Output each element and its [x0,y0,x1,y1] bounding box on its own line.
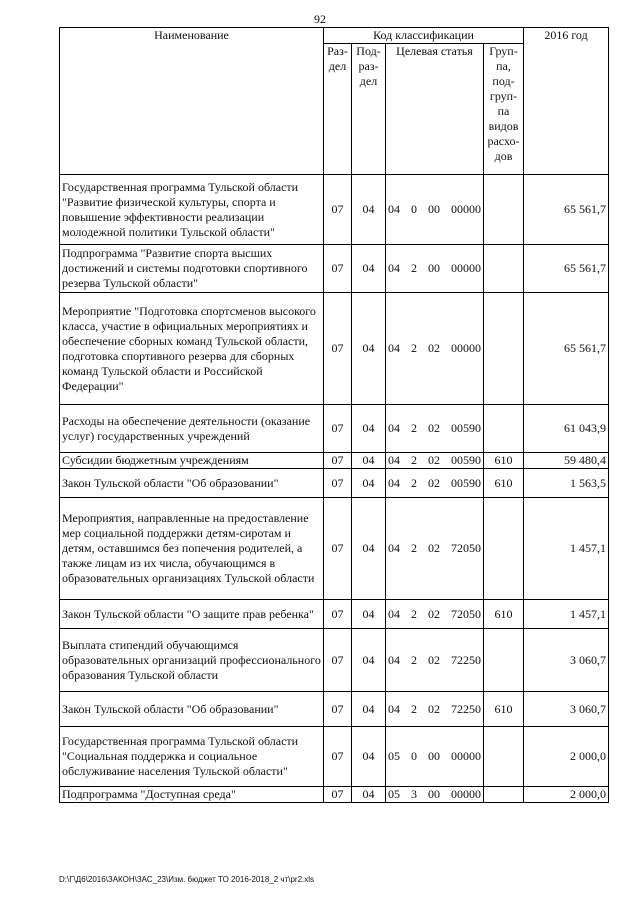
target-event: 00 [428,202,440,216]
header-subsection: Под- раз- дел [352,44,386,175]
row-amount: 1 563,5 [524,469,609,498]
row-name: Государственная программа Тульской области "Социальная поддержка и социальное обслуживание населения Тульской области" [60,727,324,787]
target-event: 02 [428,606,440,621]
row-name: Подпрограмма "Развитие спорта высших достижений и системы подготовки спортивного резерва Тульской области" [60,245,324,293]
target-subprogram: 2 [411,701,417,716]
row-name: Субсидии бюджетным учреждениям [60,453,324,469]
row-expense-group [484,405,524,453]
row-section: 07 [324,629,352,692]
page-number: 92 [314,12,326,26]
row-name: Мероприятия, направленные на предоставление мер социальной поддержки детям-сиротам и детям, оставшимся без попечения родителей, а также лицам из их числа, обучающимся в образовательных организациях Тульской области [60,498,324,600]
target-direction: 00000 [451,749,481,763]
row-expense-group [484,498,524,600]
target-program: 04 [388,341,400,355]
target-program: 04 [388,541,400,555]
row-amount: 2 000,0 [524,787,609,803]
row-subsection: 04 [352,469,386,498]
row-expense-group [484,245,524,293]
target-event: 02 [428,701,440,716]
target-direction: 00000 [451,202,481,216]
row-section: 07 [324,787,352,803]
row-name: Мероприятие "Подготовка спортсменов высокого класса, участие в официальных мероприятиях и обеспечение сборных команд Тульской области, подготовка спортивного резерва для сборных команд Тульской области и Российской Федерации" [60,293,324,405]
target-subprogram: 2 [411,541,417,555]
target-event: 02 [428,341,440,355]
header-name: Наименование [60,28,324,175]
target-direction: 00590 [451,421,481,435]
target-direction: 00590 [451,453,481,467]
row-amount: 59 480,4 [524,453,609,469]
row-subsection: 04 [352,787,386,803]
row-expense-group: 610 [484,453,524,469]
row-expense-group: 610 [484,469,524,498]
table-row [60,469,609,498]
table-row [60,293,609,405]
row-name: Закон Тульской области "Об образовании" [60,692,324,727]
target-event: 02 [428,475,440,490]
row-name: Выплата стипендий обучающимся образовательных организаций профессионального образования Тульской области [60,629,324,692]
target-direction: 00000 [451,787,481,801]
target-program: 04 [388,606,400,621]
target-subprogram: 2 [411,261,417,275]
row-target-code [386,245,484,293]
row-expense-group [484,175,524,245]
row-amount: 2 000,0 [524,727,609,787]
table-row [60,405,609,453]
target-subprogram: 2 [411,421,417,435]
target-program: 04 [388,701,400,716]
target-subprogram: 2 [411,606,417,621]
row-target-code [386,727,484,787]
target-program: 04 [388,475,400,490]
file-path-footer: D:\Г\Д6\2016\ЗАКОН\ЗАС_23\Изм. бюджет ТО 2016-2018_2 чт\pr2.xls [59,875,315,884]
target-event: 00 [428,787,440,801]
row-section: 07 [324,600,352,629]
target-subprogram: 0 [411,749,417,763]
row-target-code [386,453,484,469]
table-row [60,629,609,692]
row-name: Расходы на обеспечение деятельности (оказание услуг) государственных учреждений [60,405,324,453]
table-row [60,787,609,803]
header-code-group: Код классификации [324,28,524,44]
row-expense-group: 610 [484,692,524,727]
row-subsection: 04 [352,498,386,600]
row-target-code [386,629,484,692]
row-subsection: 04 [352,245,386,293]
target-event: 02 [428,421,440,435]
row-name: Закон Тульской области "Об образовании" [60,469,324,498]
target-program: 04 [388,421,400,435]
row-target-code [386,787,484,803]
row-section: 07 [324,405,352,453]
row-expense-group: 610 [484,600,524,629]
table-row [60,453,609,469]
row-expense-group [484,629,524,692]
row-section: 07 [324,245,352,293]
row-amount: 65 561,7 [524,293,609,405]
target-direction: 72250 [451,652,481,667]
row-amount: 1 457,1 [524,498,609,600]
target-event: 00 [428,749,440,763]
target-direction: 72050 [451,606,481,621]
target-event: 00 [428,261,440,275]
row-subsection: 04 [352,600,386,629]
row-target-code [386,405,484,453]
row-section: 07 [324,469,352,498]
target-program: 04 [388,261,400,275]
target-subprogram: 2 [411,341,417,355]
row-amount: 3 060,7 [524,629,609,692]
table-row [60,245,609,293]
row-subsection: 04 [352,293,386,405]
row-expense-group [484,727,524,787]
target-direction: 72050 [451,541,481,555]
target-subprogram: 2 [411,453,417,467]
row-amount: 3 060,7 [524,692,609,727]
target-subprogram: 3 [411,787,417,801]
row-target-code [386,600,484,629]
table-row [60,498,609,600]
row-target-code [386,469,484,498]
row-subsection: 04 [352,629,386,692]
row-name: Государственная программа Тульской области "Развитие физической культуры, спорта и повышение эффективности реализации молодежной политики Тульской области" [60,175,324,245]
header-year: 2016 год [524,28,609,175]
row-name: Подпрограмма "Доступная среда" [60,787,324,803]
row-amount: 61 043,9 [524,405,609,453]
target-event: 02 [428,652,440,667]
target-program: 04 [388,453,400,467]
budget-table [59,27,609,803]
target-program: 05 [388,749,400,763]
target-direction: 00590 [451,475,481,490]
row-subsection: 04 [352,692,386,727]
row-section: 07 [324,692,352,727]
table-row [60,175,609,245]
target-program: 04 [388,652,400,667]
target-direction: 00000 [451,261,481,275]
row-subsection: 04 [352,175,386,245]
table-row [60,692,609,727]
target-direction: 00000 [451,341,481,355]
row-target-code [386,498,484,600]
row-target-code [386,175,484,245]
row-target-code [386,692,484,727]
target-subprogram: 2 [411,475,417,490]
row-expense-group [484,293,524,405]
row-section: 07 [324,453,352,469]
row-expense-group [484,787,524,803]
row-section: 07 [324,727,352,787]
row-amount: 65 561,7 [524,175,609,245]
row-section: 07 [324,498,352,600]
row-subsection: 04 [352,405,386,453]
target-direction: 72250 [451,701,481,716]
target-event: 02 [428,541,440,555]
row-target-code [386,293,484,405]
header-section: Раз- дел [324,44,352,175]
table-row [60,727,609,787]
header-expense-group: Груп- па, под- груп- па видов расхо- дов [484,44,524,175]
header-target: Целевая статья [386,44,484,175]
target-event: 02 [428,453,440,467]
target-subprogram: 2 [411,652,417,667]
row-subsection: 04 [352,453,386,469]
row-section: 07 [324,175,352,245]
target-program: 05 [388,787,400,801]
table-row [60,600,609,629]
row-amount: 65 561,7 [524,245,609,293]
row-section: 07 [324,293,352,405]
target-program: 04 [388,202,400,216]
row-amount: 1 457,1 [524,600,609,629]
row-name: Закон Тульской области "О защите прав ребенка" [60,600,324,629]
target-subprogram: 0 [411,202,417,216]
row-subsection: 04 [352,727,386,787]
